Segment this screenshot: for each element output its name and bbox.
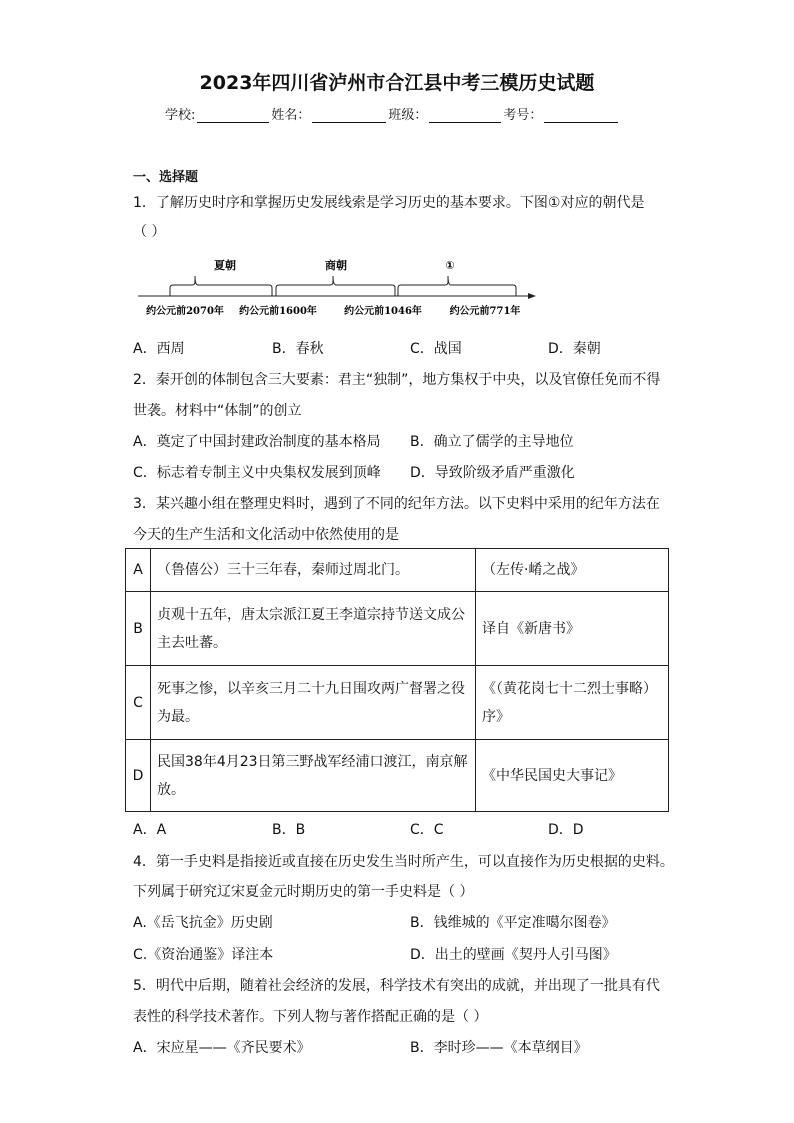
page-title: 2023年四川省泸州市合江县中考三模历史试题 — [199, 72, 595, 94]
q1-option-b[interactable]: B．春秋 — [272, 341, 324, 357]
source-table — [125, 548, 669, 812]
table-row — [126, 740, 669, 812]
q5-option-b[interactable]: B．李时珍——《本草纲目》 — [410, 1040, 588, 1056]
table-row — [126, 549, 669, 592]
table-row — [126, 666, 669, 740]
q3-option-d[interactable]: D．D — [548, 822, 584, 838]
exam-no-field[interactable] — [544, 108, 618, 123]
row-source: 《（黄花岗七十二烈士事略）序》 — [476, 666, 669, 740]
row-source: 《中华民国史大事记》 — [476, 740, 669, 812]
q3-option-a[interactable]: A．A — [133, 822, 167, 838]
row-text: 民国38年4月23日第三野战军经浦口渡江，南京解放。 — [151, 740, 476, 812]
timeline-date-1: 约公元前2070年 — [146, 306, 224, 317]
question-3-text-cont: 今天的生产生活和文化活动中依然使用的是 — [133, 527, 399, 543]
timeline-label-shang: 商朝 — [325, 259, 347, 272]
class-label: 班级： — [388, 108, 428, 123]
q2-option-b[interactable]: B．确立了儒学的主导地位 — [410, 434, 574, 450]
question-2-text-cont: 世袭。材料中“体制”的创立 — [133, 403, 302, 419]
brace-shang — [276, 276, 395, 296]
row-letter: C — [126, 666, 151, 740]
q2-option-a[interactable]: A．奠定了中国封建政治制度的基本格局 — [133, 434, 381, 450]
student-info — [165, 104, 620, 123]
school-label: 学校: — [165, 108, 196, 123]
row-text: 贞观十五年，唐太宗派江夏王李道宗持节送文成公主去吐蕃。 — [151, 592, 476, 666]
name-field[interactable] — [312, 108, 386, 123]
timeline-label-unknown: ① — [445, 259, 455, 272]
question-4-text-cont: 下列属于研究辽宋夏金元时期历史的第一手史料是（ ） — [133, 884, 474, 900]
row-letter: B — [126, 592, 151, 666]
name-label: 姓名： — [271, 108, 311, 123]
q3-option-b[interactable]: B．B — [272, 822, 306, 838]
q4-option-c[interactable]: C.《资治通鉴》译注本 — [133, 947, 274, 963]
timeline-figure — [130, 250, 550, 325]
timeline-label-xia: 夏朝 — [214, 259, 236, 272]
q1-option-a[interactable]: A．西周 — [133, 341, 185, 357]
question-1-text: 1．了解历史时序和掌握历史发展线索是学习历史的基本要求。下图①对应的朝代是 — [133, 195, 645, 211]
row-source: （左传·崤之战》 — [476, 549, 669, 592]
row-letter: D — [126, 740, 151, 812]
row-text: （鲁僖公）三十三年春，秦师过周北门。 — [151, 549, 476, 592]
brace-xia — [170, 276, 272, 296]
question-3-text: 3．某兴趣小组在整理史料时，遇到了不同的纪年方法。以下史料中采用的纪年方法在 — [133, 496, 660, 512]
q4-option-d[interactable]: D．出土的壁画《契丹人引马图》 — [410, 947, 617, 963]
question-5-text: 5．明代中后期，随着社会经济的发展，科学技术有突出的成就，并出现了一批具有代 — [133, 978, 660, 994]
timeline-arrow — [138, 293, 536, 299]
question-2-text: 2．秦开创的体制包含三大要素：君主“独制”，地方集权于中央，以及官僚任免而不得 — [133, 372, 661, 388]
row-letter: A — [126, 549, 151, 592]
row-text: 死事之惨，以辛亥三月二十九日围攻两广督署之役为最。 — [151, 666, 476, 740]
q4-option-b[interactable]: B．钱维城的《平定准噶尔图卷》 — [410, 915, 616, 931]
q2-option-c[interactable]: C．标志着专制主义中央集权发展到顶峰 — [133, 465, 381, 481]
q3-option-c[interactable]: C．C — [410, 822, 444, 838]
q1-option-c[interactable]: C．战国 — [410, 341, 462, 357]
q5-option-a[interactable]: A．宋应星——《齐民要术》 — [133, 1040, 311, 1056]
timeline-date-2: 约公元前1600年 — [239, 306, 317, 317]
timeline-date-3: 约公元前1046年 — [344, 306, 422, 317]
question-1-bracket: （ ） — [133, 224, 166, 240]
table-row — [126, 592, 669, 666]
section-heading: 一、选择题 — [133, 170, 199, 185]
timeline-date-4: 约公元前771年 — [449, 306, 521, 317]
brace-unknown — [398, 276, 516, 296]
question-4-text: 4．第一手史料是指接近或直接在历史发生当时所产生，可以直接作为历史根据的史料。 — [133, 854, 674, 870]
q1-option-d[interactable]: D．秦朝 — [548, 341, 601, 357]
q4-option-a[interactable]: A.《岳飞抗金》历史剧 — [133, 915, 273, 931]
school-field[interactable] — [197, 108, 269, 123]
exam-no-label: 考号： — [503, 108, 543, 123]
class-field[interactable] — [429, 108, 501, 123]
question-5-text-cont: 表性的科学技术著作。下列人物与著作搭配正确的是（ ） — [133, 1009, 488, 1025]
q2-option-d[interactable]: D．导致阶级矛盾严重激化 — [410, 465, 575, 481]
row-source: 译自《新唐书》 — [476, 592, 669, 666]
